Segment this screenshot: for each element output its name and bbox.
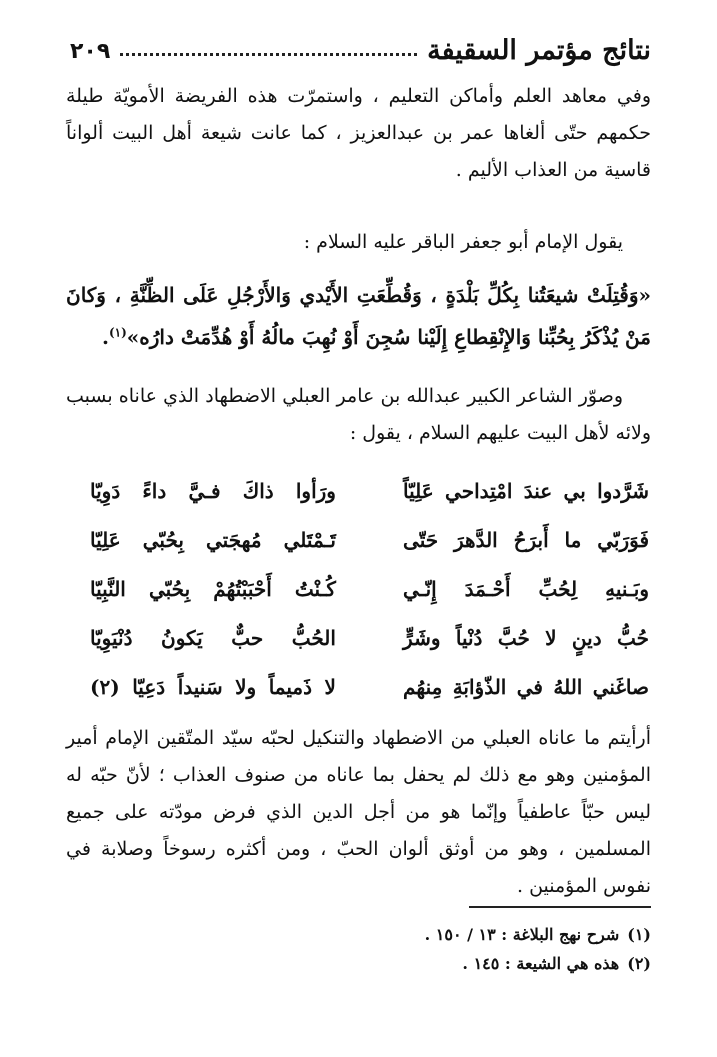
poem-verse <box>90 466 649 515</box>
verse-first-hemistich: فَوَرَبّي ما أَبرَحُ الدَّهرَ حَتّى <box>403 527 649 552</box>
chapter-title: نتائج مؤتمر السقيفة <box>427 35 651 66</box>
paragraph-3 <box>66 378 651 452</box>
footnote-ref-1: (١) <box>108 325 127 340</box>
quote-text: «وَقُتِلَتْ شيعَتُنا بِكُلِّ بَلْدَةٍ ، وَقُطِّعَتِ الأَيْدي وَالأَرْجُلِ عَلَى الظِّنَّةِ ، وَكانَ مَنْ يُذْكَرُ بِحُبِّنا وَالإِنْقِطاعِ إِلَيْنا سُجِنَ أَوْ نُهِبَ مالُهُ أَوْ هُدِّمَتْ دارُه» <box>66 283 651 349</box>
poem-verse <box>90 662 649 711</box>
paragraph-1: وفي معاهد العلم وأماكن التعليم ، واستمرّت هذه الفريضة الأمويّة طيلة حكمهم حتّى ألغاها عمر بن عبدالعزيز ، كما عانت شيعة أهل البيت ألواناً قاسية من العذاب الأليم . <box>66 85 651 181</box>
verse-second-hemistich: لا ذَميماً ولا سَنيداً دَعِيّا (٢) <box>90 674 336 699</box>
verse-second-hemistich: ورَأوا ذاكَ فـيَّ داءً دَوِيّا <box>90 478 336 503</box>
footnote-text: هذه هي الشيعة : ١٤٥ . <box>462 954 620 973</box>
page-number: ٢٠٩ <box>70 39 111 64</box>
verse-first-hemistich: حُبُّ دينٍ لا حُبَّ دُنْياً وشَرٍّ <box>403 625 649 650</box>
poem <box>90 466 649 711</box>
footnote-separator <box>469 906 651 908</box>
verse-first-hemistich: وبَـنيهِ لِحُبِّ أَحْـمَدَ إِنّـي <box>403 576 649 601</box>
paragraph-2 <box>66 224 651 261</box>
paragraph-2-text: يقول الإمام أبو جعفر الباقر عليه السلام : <box>303 231 623 253</box>
paragraph-3-text: وصوّر الشاعر الكبير عبدالله بن عامر العبلي الاضطهاد الذي عاناه بسبب ولائه لأهل البيت عليهم السلام ، يقول : <box>66 385 651 444</box>
footnote-number: (٢) <box>627 954 651 973</box>
verse-first-hemistich: صاغَني اللهُ في الذّؤابَةِ مِنهُم <box>403 674 649 699</box>
footnote-1 <box>66 920 651 949</box>
footnote-2 <box>66 949 651 978</box>
verse-second-hemistich: كُـنْتُ أَحْبَبْتُهُمْ بِحُبّي النَّبِيّا <box>90 576 336 601</box>
poem-verse <box>90 564 649 613</box>
verse-second-hemistich: الحُبُّ حبٌّ يَكونُ دُنْيَوِيّا <box>90 625 336 650</box>
verse-first-hemistich: شَرَّدوا بي عندَ امْتِداحي عَلِيّاً <box>403 478 649 503</box>
imam-quote: «وَقُتِلَتْ شيعَتُنا بِكُلِّ بَلْدَةٍ ، وَقُطِّعَتِ الأَيْدي وَالأَرْجُلِ عَلَى الظِّنَّةِ ، وَكانَ مَنْ يُذْكَرُ بِحُبِّنا وَالإِنْقِطاعِ إِلَيْنا سُجِنَ أَوْ نُهِبَ مالُهُ أَوْ هُدِّمَتْ دارُه»$^{(١)}$. <box>66 283 651 349</box>
header-dot-leader <box>120 52 417 56</box>
poem-verse <box>90 613 649 662</box>
running-header <box>70 22 651 66</box>
poem-verse <box>90 515 649 564</box>
verse-second-hemistich: تَـمْتَلي مُهجَتي بِحُبّي عَلِيّا <box>90 527 336 552</box>
footnotes <box>66 920 651 978</box>
paragraph-4: أرأيتم ما عاناه العبلي من الاضطهاد والتنكيل لحبّه سيّد المتّقين الإمام أمير المؤمنين وهو مع ذلك لم يحفل بما عاناه من صنوف العذاب ؛ لأنّ حبّه له ليس حبّاً عاطفياً وإنّما هو من أجل الدين الذي فرض مودّته على جميع المسلمين ، وهو من أوثق ألوان الحبّ ، ومن أكثره رسوخاً وصلابة في نفوس المؤمنين . <box>66 727 651 897</box>
footnote-number: (١) <box>627 925 651 944</box>
footnote-text: شرح نهج البلاغة : ١٣ / ١٥٠ . <box>424 925 620 944</box>
